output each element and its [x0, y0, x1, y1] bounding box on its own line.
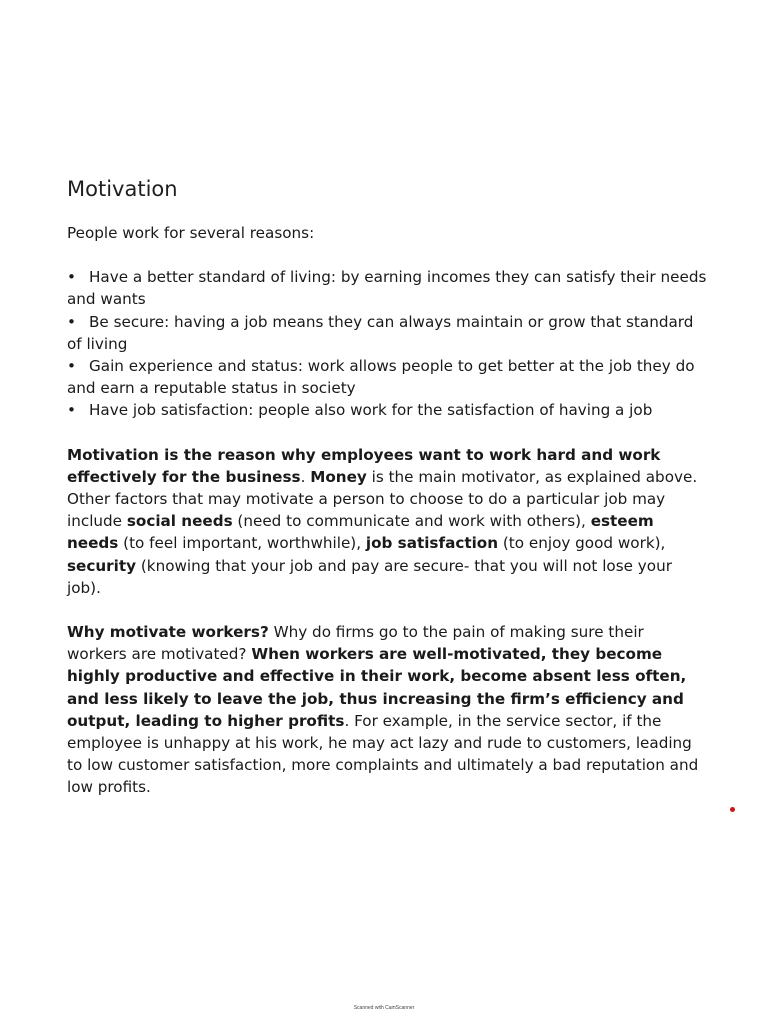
why-motivate-paragraph [67, 621, 707, 799]
list-item [67, 311, 707, 355]
red-marker-dot [730, 807, 735, 812]
body-text: (need to communicate and work with others), [232, 512, 591, 531]
document-content [67, 174, 707, 821]
bold-text: Motivation is the reason why employees want to work hard and work effectively for the business [67, 445, 661, 486]
page-title: Motivation [67, 177, 178, 201]
bold-text: social needs [126, 512, 233, 531]
intro-text: People work for several reasons: [67, 224, 315, 242]
bullet-icon: • [67, 357, 76, 376]
list-item [67, 399, 707, 421]
list-item-text: Gain experience and status: work allows people to get better at the job they do and earn a reputable status in society [67, 357, 695, 398]
body-text: Why do firms go to the pain of making sure their workers are motivated? [67, 623, 644, 664]
bold-text: Money [310, 467, 367, 486]
bold-text: security [67, 556, 137, 575]
bullet-icon: • [67, 268, 76, 287]
motivation-definition-paragraph [67, 444, 707, 599]
bullet-icon: • [67, 312, 76, 331]
list-item [67, 266, 707, 310]
body-text: . For example, in the service sector, if the employee is unhappy at his work, he may act lazy and rude to customers, leading to low customer satisfaction, more complaints and ultimately a bad reputation and low profits. [67, 711, 699, 797]
body-text: is the main motivator, as explained above. Other factors that may motivate a person to choose to do a particular job may include [67, 467, 698, 531]
list-item-text: Have a better standard of living: by earning incomes they can satisfy their needs and wants [67, 268, 707, 309]
body-text: (knowing that your job and pay are secure- that you will not lose your job). [67, 556, 672, 597]
scanner-watermark: Scanned with CamScanner [353, 1005, 415, 1011]
bold-text: esteem needs [67, 512, 654, 553]
bullet-icon: • [67, 401, 76, 420]
list-item-text: Have job satisfaction: people also work for the satisfaction of having a job [89, 401, 653, 420]
reasons-list [67, 266, 707, 421]
bold-text: When workers are well-motivated, they become highly productive and effective in their work, become absent less often, and less likely to leave the job, thus increasing the firm’s efficiency and output, leading to higher profits [67, 645, 687, 730]
body-text: (to feel important, worthwhile), [118, 534, 366, 553]
body-text: . [300, 467, 311, 486]
list-item [67, 355, 707, 399]
body-text: (to enjoy good work), [498, 534, 666, 553]
bold-text: Why motivate workers? [67, 623, 269, 642]
bold-text: job satisfaction [365, 534, 499, 553]
list-item-text: Be secure: having a job means they can always maintain or grow that standard of living [67, 312, 694, 353]
